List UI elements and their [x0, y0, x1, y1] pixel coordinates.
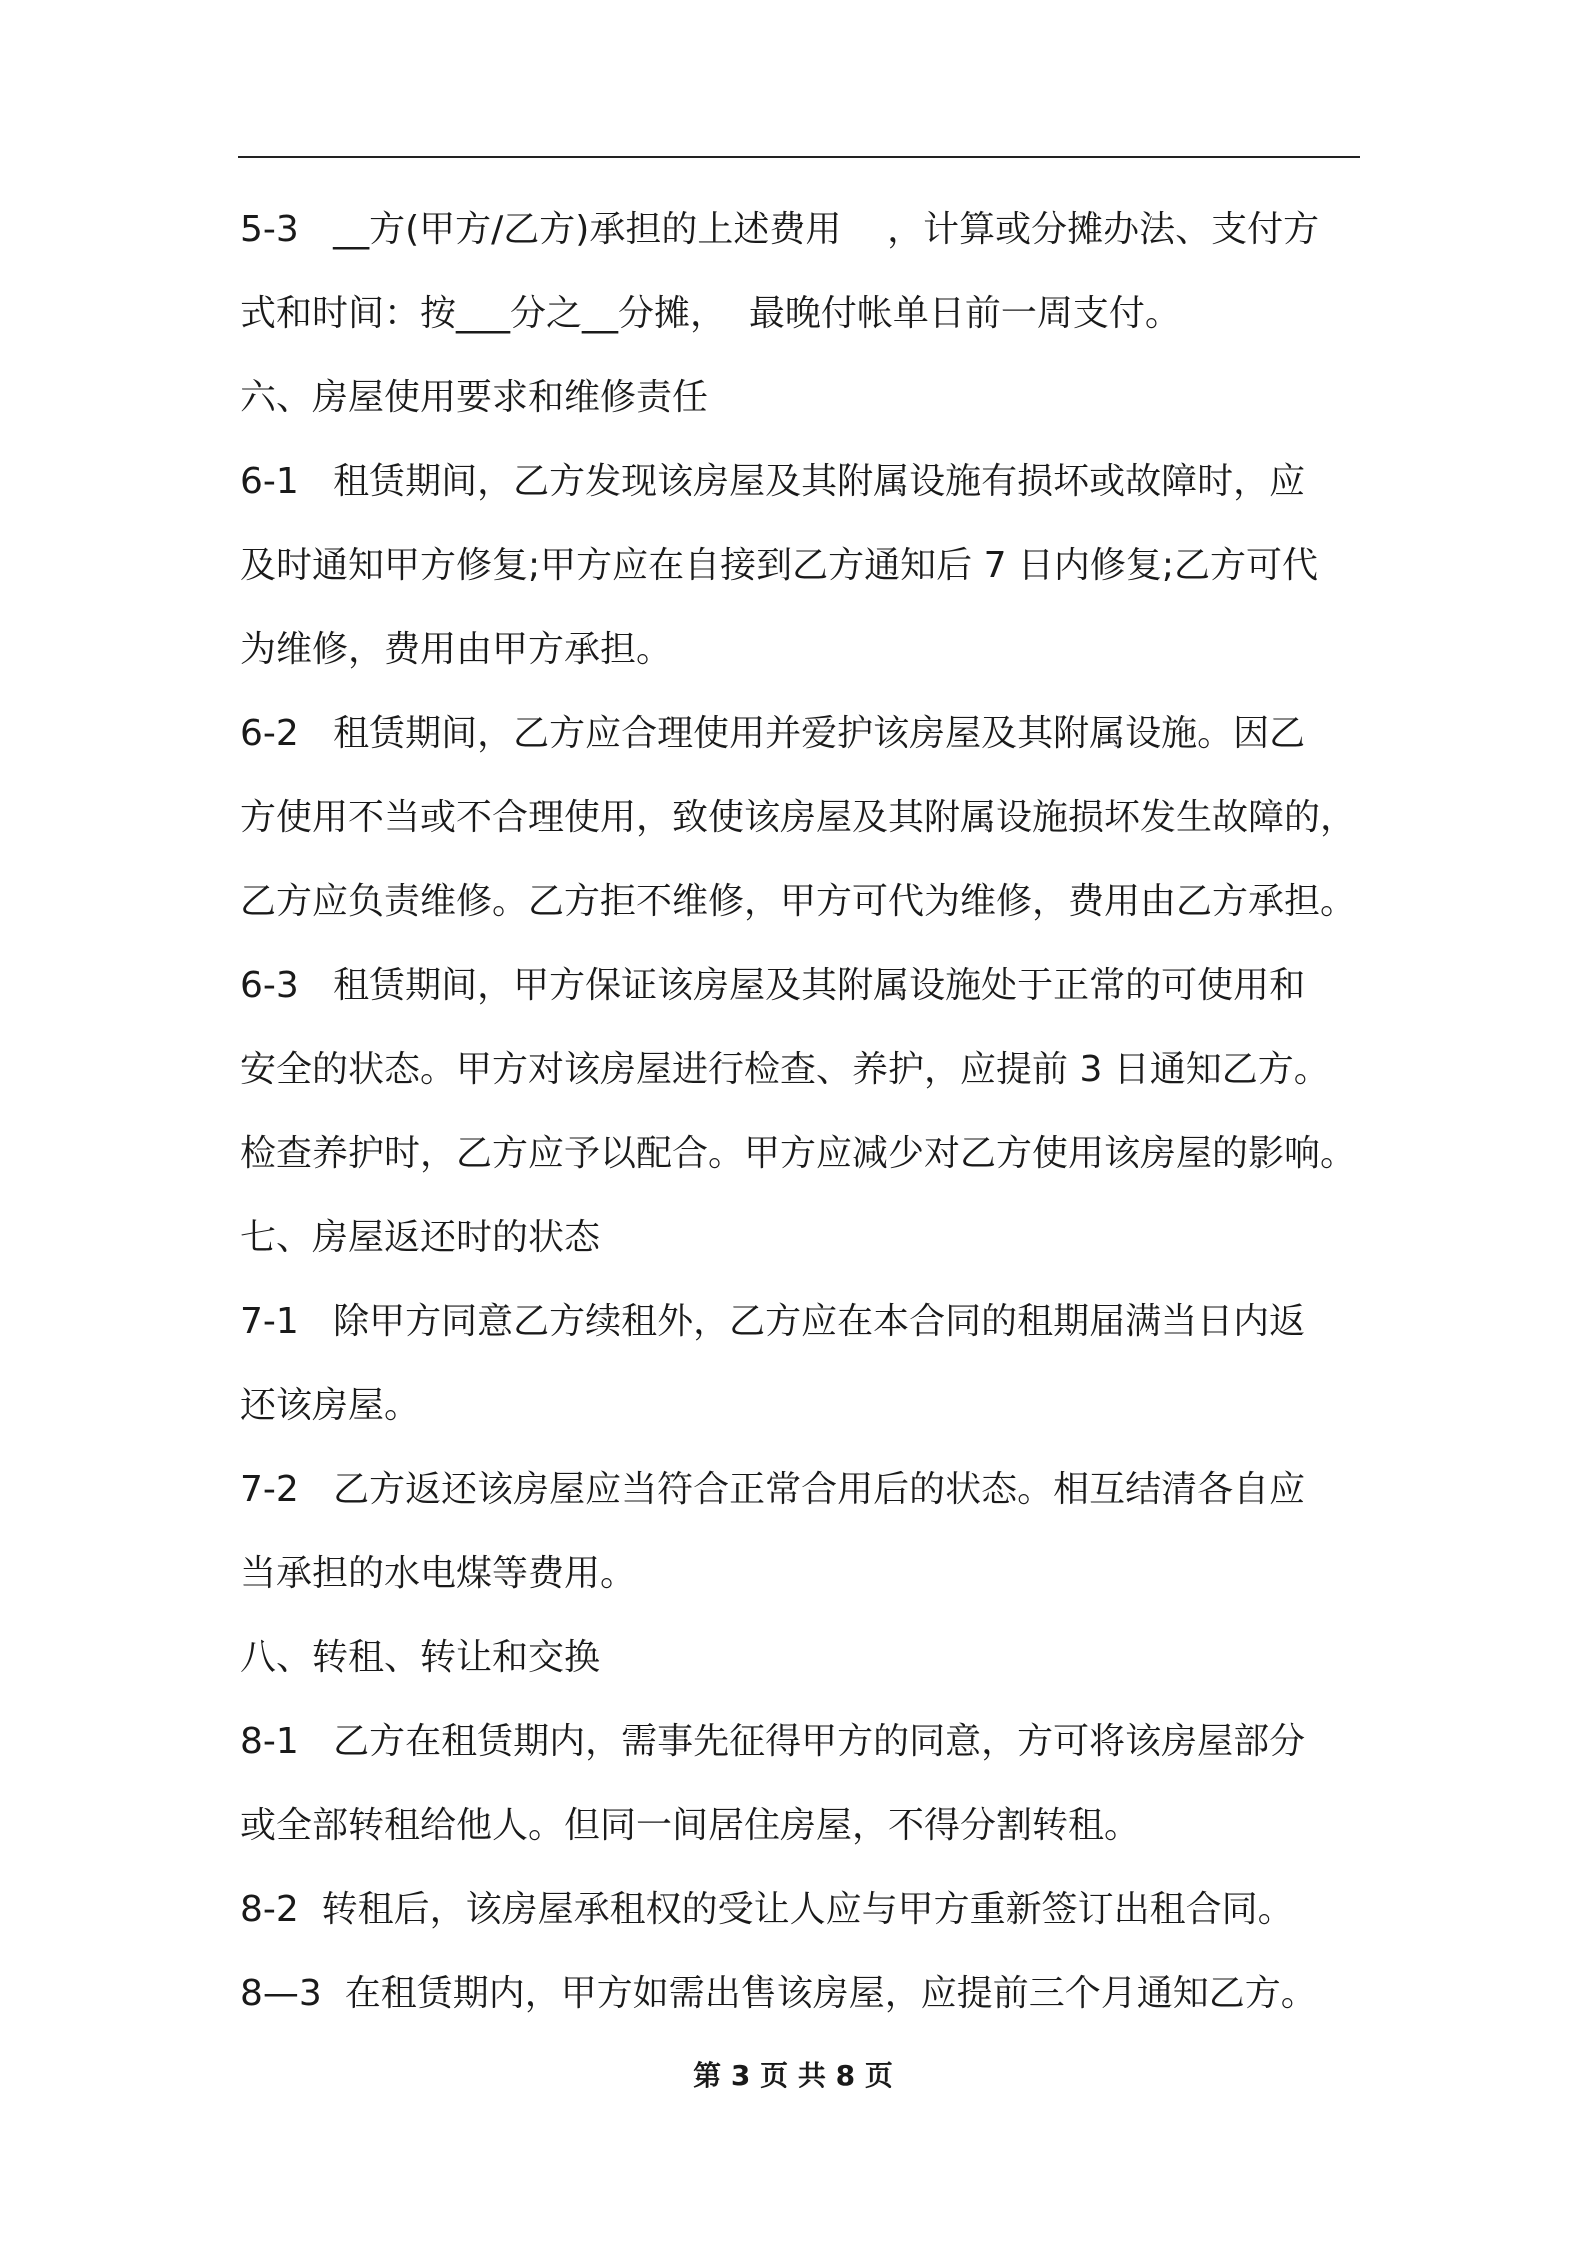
text-line: 7-1 除甲方同意乙方续租外，乙方应在本合同的租期届满当日内返 [240, 1301, 1306, 1342]
text-line: 6-2 租赁期间，乙方应合理使用并爱护该房屋及其附属设施。因乙 [240, 713, 1306, 754]
text-line: 式和时间：按___分之__分摊， 最晚付帐单日前一周支付。 [240, 293, 1181, 334]
text-line: 6-3 租赁期间，甲方保证该房屋及其附属设施处于正常的可使用和 [240, 965, 1306, 1006]
text-line: 8—3 在租赁期内，甲方如需出售该房屋，应提前三个月通知乙方。 [240, 1973, 1317, 2014]
document-body [240, 200, 1365, 2048]
text-line: 或全部转租给他人。但同一间居住房屋，不得分割转租。 [240, 1805, 1141, 1846]
header-rule [238, 156, 1360, 158]
text-line: 6-1 租赁期间，乙方发现该房屋及其附属设施有损坏或故障时，应 [240, 461, 1306, 502]
text-line: 7-2 乙方返还该房屋应当符合正常合用后的状态。相互结清各自应 [240, 1469, 1306, 1510]
text-line: 5-3 __方(甲方/乙方)承担的上述费用 ，计算或分摊办法、支付方 [240, 209, 1320, 250]
text-line: 当承担的水电煤等费用。 [240, 1553, 637, 1594]
text-line: 乙方应负责维修。乙方拒不维修，甲方可代为维修，费用由乙方承担。 [240, 881, 1357, 922]
text-line: 还该房屋。 [240, 1385, 421, 1426]
page-footer: 第 3 页 共 8 页 [693, 2059, 893, 2092]
text-line: 为维修，费用由甲方承担。 [240, 629, 673, 670]
text-line: 8-2 转租后，该房屋承租权的受让人应与甲方重新签订出租合同。 [240, 1889, 1294, 1930]
text-line: 及时通知甲方修复;甲方应在自接到乙方通知后 7 日内修复;乙方可代 [240, 545, 1319, 586]
text-line: 安全的状态。甲方对该房屋进行检查、养护，应提前 3 日通知乙方。 [240, 1049, 1330, 1090]
section-heading: 七、房屋返还时的状态 [240, 1217, 601, 1258]
section-heading: 八、转租、转让和交换 [240, 1637, 601, 1678]
text-line: 8-1 乙方在租赁期内，需事先征得甲方的同意，方可将该房屋部分 [240, 1721, 1306, 1762]
text-line: 方使用不当或不合理使用，致使该房屋及其附属设施损坏发生故障的， [240, 797, 1357, 838]
section-heading: 六、房屋使用要求和维修责任 [240, 377, 709, 418]
text-line: 检查养护时，乙方应予以配合。甲方应减少对乙方使用该房屋的影响。 [240, 1133, 1357, 1174]
